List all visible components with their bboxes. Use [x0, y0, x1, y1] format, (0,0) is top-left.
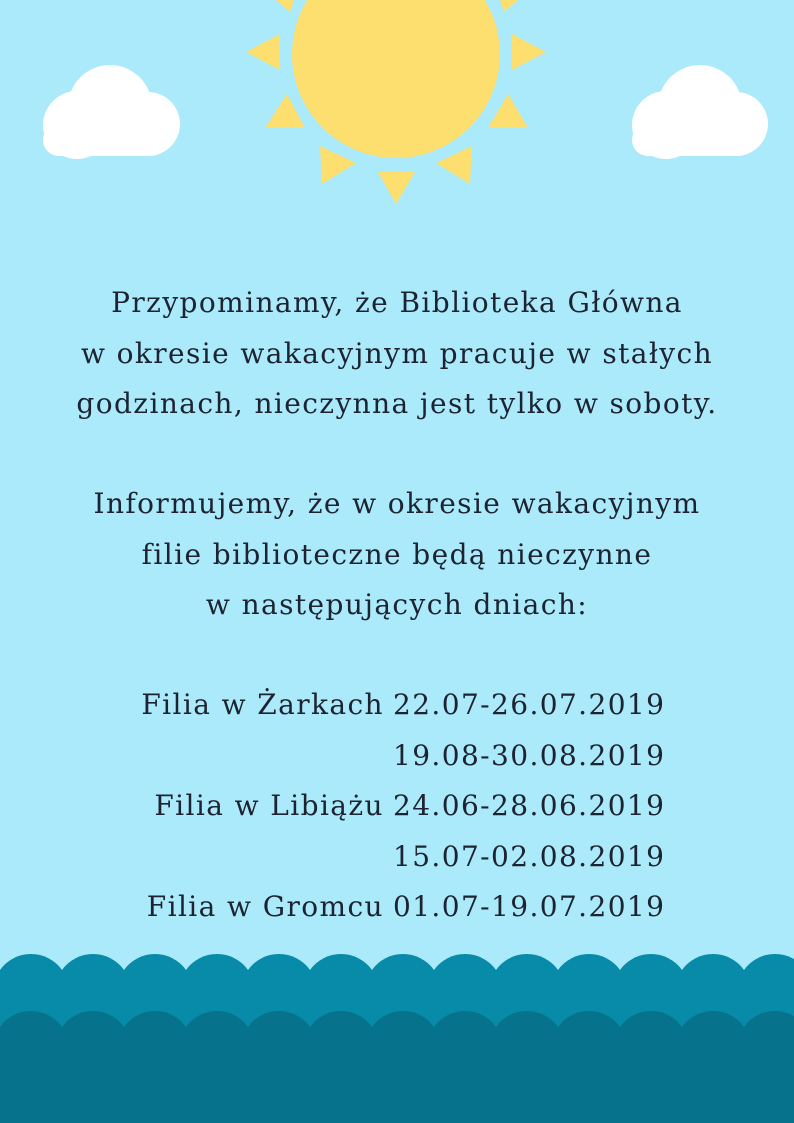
intro-line: w okresie wakacyjnym pracuje w stałych: [80, 336, 714, 370]
closure-dates: 22.07-26.07.2019: [393, 688, 666, 721]
closure-dates: 15.07-02.08.2019: [393, 839, 666, 873]
closure-dates: 01.07-19.07.2019: [393, 890, 666, 923]
notice-line: Informujemy, że w okresie wakacyjnym: [93, 487, 701, 520]
branch-name: Filia w Gromcu: [146, 890, 384, 923]
notice-line: filie biblioteczne będą nieczynne: [141, 537, 653, 571]
closure-dates: 24.06-28.06.2019: [393, 789, 666, 822]
closure-dates: 19.08-30.08.2019: [393, 738, 666, 772]
intro-line: godzinach, nieczynna jest tylko w soboty.: [76, 387, 718, 420]
notice-line: w następujących dniach:: [205, 588, 589, 621]
branch-name: Filia w Żarkach: [141, 688, 384, 721]
branch-name: Filia w Libiążu: [154, 789, 384, 822]
intro-line: Przypominamy, że Biblioteka Główna: [111, 286, 683, 319]
wave-dark: [0, 1011, 794, 1123]
